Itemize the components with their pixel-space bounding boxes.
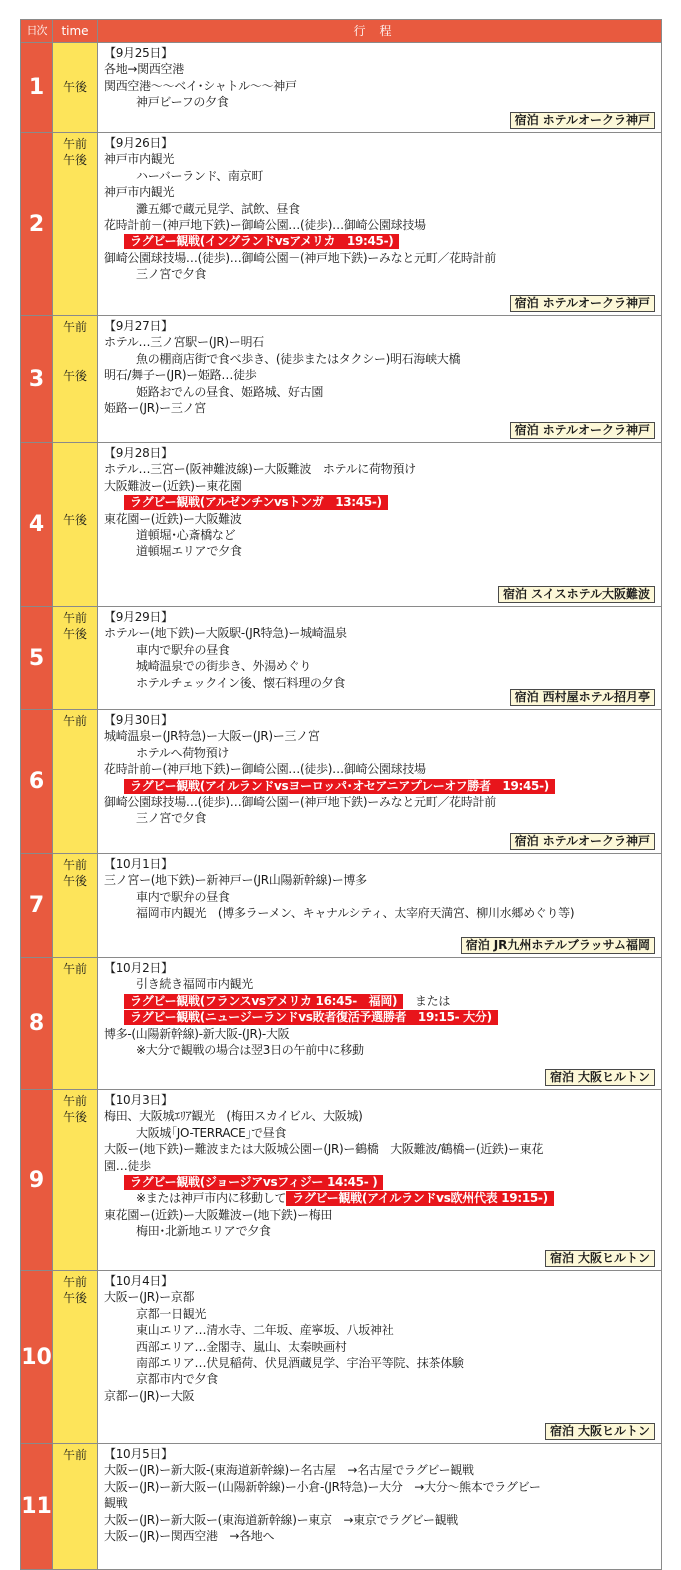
hotel-name: ホテルオークラ神戸	[542, 113, 650, 127]
plan-line: 【9月29日】	[104, 610, 173, 624]
time-label	[53, 62, 97, 78]
plan-line: 京都市内で夕食	[136, 1372, 218, 1387]
day-row	[21, 43, 662, 133]
day-row	[21, 1271, 662, 1444]
day-row	[21, 443, 662, 607]
time-cell	[53, 43, 98, 133]
rugby-match-badge: ラグビー観戦(ニュージーランドvs敗者復活予選勝者 19:15- 大分)	[124, 1010, 498, 1025]
plan-line: 福岡市内観光 (博多ラーメン、キャナルシティ、太宰府天満宮、柳川水郷めぐり等)	[136, 906, 575, 921]
time-label: 午後	[62, 874, 87, 889]
time-label: 午前	[62, 611, 87, 625]
plan-line: 東山エリア…清水寺、二年坂、産寧坂、八坂神社	[136, 1323, 394, 1338]
plan-cell	[98, 316, 662, 443]
plan-cell	[98, 1271, 662, 1444]
day-number: 11	[21, 1444, 53, 1570]
stay-label: 宿泊	[549, 1424, 574, 1438]
itinerary-table	[20, 19, 662, 1570]
plan-line: 京都一日観光	[136, 1306, 207, 1321]
plan-line: 京都ー(JR)ー大阪	[104, 1388, 195, 1403]
plan-line: 姫路おでんの昼食、姫路城、好古園	[136, 384, 324, 399]
plan-line: 各地→関西空港	[104, 62, 184, 77]
time-label	[53, 335, 97, 351]
plan-line: ホテル…三宮ー(阪神難波線)ー大阪難波 ホテルに荷物預け	[104, 462, 416, 477]
plan-note: ※または神戸市内に移動して	[136, 1191, 287, 1206]
time-cell	[53, 133, 98, 316]
plan-line: 道頓堀･心斎橋など	[136, 528, 236, 543]
plan-cell	[98, 443, 662, 607]
day-number: 4	[21, 443, 53, 607]
plan-line: 【9月25日】	[104, 46, 173, 60]
plan-line: 三ノ宮で夕食	[136, 811, 207, 826]
day-row	[21, 854, 662, 958]
time-label: 午後	[62, 153, 87, 168]
time-label: 午前	[62, 858, 87, 872]
plan-line: 灘五郷で蔵元見学、試飲、昼食	[136, 201, 300, 216]
hotel-badge	[510, 112, 655, 129]
time-label	[53, 479, 97, 495]
plan-line: 【10月1日】	[104, 857, 173, 871]
time-label: 午前	[62, 1275, 87, 1289]
time-label	[53, 462, 97, 478]
time-label: 午前	[62, 1094, 87, 1108]
plan-line: ハーバーランド、南京町	[136, 168, 264, 183]
plan-line: 三ノ宮ー(地下鉄)ー新神戸ー(JR山陽新幹線)ー博多	[104, 873, 367, 888]
plan-line: 姫路ー(JR)ー三ノ宮	[104, 401, 206, 416]
plan-line: 大阪ー(JR)ー新大阪ー(山陽新幹線)ー小倉-(JR特急)ー大分 →大分～熊本でラグビー	[104, 1479, 541, 1494]
plan-line: 【9月27日】	[104, 319, 173, 333]
plan-line: 三ノ宮で夕食	[136, 267, 207, 282]
day-number: 5	[21, 607, 53, 710]
plan-line: 東花園ー(近鉄)ー大阪難波ー(地下鉄)ー梅田	[104, 1207, 333, 1222]
plan-line: 大阪難波ー(近鉄)ー東花園	[104, 478, 242, 493]
plan-line: 【10月5日】	[104, 1447, 173, 1461]
plan-line: 車内で駅弁の昼食	[136, 642, 230, 657]
time-label	[53, 446, 97, 462]
time-cell	[53, 443, 98, 607]
day-number: 9	[21, 1090, 53, 1271]
plan-line: 大阪城｢JO-TERRACE｣で昼食	[136, 1125, 287, 1140]
day-row	[21, 1090, 662, 1271]
time-label: 午前	[62, 714, 87, 728]
stay-label: 宿泊	[514, 690, 539, 704]
time-label	[53, 352, 97, 368]
plan-line: 観戦	[104, 1496, 128, 1511]
time-label: 午後	[62, 79, 87, 94]
plan-line: 西部エリア…金閣寺、嵐山、太秦映画村	[136, 1339, 347, 1354]
plan-cell	[98, 1090, 662, 1271]
stay-label: 宿泊	[502, 587, 527, 601]
plan-line: 大阪ー(JR)ー新大阪ー(東海道新幹線)ー東京 →東京でラグビー観戦	[104, 1512, 458, 1527]
day-row	[21, 710, 662, 854]
plan-cell	[98, 854, 662, 958]
plan-line: ホテルへ荷物預け	[136, 745, 230, 760]
plan-line: ホテル…三ノ宮駅ー(JR)ー明石	[104, 335, 264, 350]
stay-label: 宿泊	[549, 1070, 574, 1084]
plan-line: 【10月3日】	[104, 1093, 173, 1107]
plan-line: ※大分で観戦の場合は翌3日の午前中に移動	[136, 1043, 364, 1058]
stay-label: 宿泊	[465, 938, 490, 952]
day-number: 7	[21, 854, 53, 958]
header-plan: 行程	[98, 20, 662, 43]
plan-line: 花時計前－(神戸地下鉄)ー御崎公園…(徒歩)…御崎公園球技場	[104, 218, 426, 233]
header-row	[21, 20, 662, 43]
time-label: 午前	[62, 962, 87, 976]
plan-line: 御崎公園球技場…(徒歩)…御崎公園ー(神戸地下鉄)ーみなと元町／花時計前	[104, 795, 496, 810]
plan-line: 道頓堀エリアで夕食	[136, 544, 242, 559]
hotel-badge	[545, 1069, 655, 1086]
time-label: 午前	[62, 320, 87, 334]
plan-line: 大阪ー(JR)ー京都	[104, 1290, 195, 1305]
hotel-badge	[545, 1423, 655, 1440]
plan-line: 大阪ー(JR)ー関西空港 →各地へ	[104, 1529, 275, 1544]
day-number: 6	[21, 710, 53, 854]
time-label	[53, 46, 97, 62]
hotel-badge	[545, 1250, 655, 1267]
time-label: 午後	[62, 1291, 87, 1306]
hotel-name: ホテルオークラ神戸	[542, 296, 650, 310]
time-label	[53, 495, 97, 511]
rugby-match-badge: ラグビー観戦(アルゼンチンvsトンガ 13:45-)	[124, 495, 388, 510]
time-label: 午後	[62, 627, 87, 642]
plan-line	[104, 233, 657, 249]
stay-label: 宿泊	[514, 423, 539, 437]
time-cell	[53, 316, 98, 443]
time-cell	[53, 710, 98, 854]
plan-line: 【9月26日】	[104, 136, 173, 150]
stay-label: 宿泊	[514, 113, 539, 127]
plan-line	[104, 1190, 657, 1206]
plan-line: 【9月28日】	[104, 446, 173, 460]
day-row	[21, 607, 662, 710]
time-label: 午前	[62, 137, 87, 151]
rugby-match-badge: ラグビー観戦(ジョージアvsフィジー 14:45- )	[124, 1175, 383, 1190]
hotel-name: 大阪ヒルトン	[577, 1070, 650, 1084]
plan-cell	[98, 710, 662, 854]
plan-cell	[98, 958, 662, 1090]
stay-label: 宿泊	[514, 834, 539, 848]
day-number: 3	[21, 316, 53, 443]
plan-line: 東花園ー(近鉄)ー大阪難波	[104, 511, 242, 526]
day-row	[21, 1444, 662, 1570]
plan-line: 明石/舞子ー(JR)ー姫路…徒歩	[104, 368, 257, 383]
plan-line	[104, 778, 657, 794]
plan-line: ホテルチェックイン後、懐石料理の夕食	[136, 675, 346, 690]
plan-line: 引き続き福岡市内観光	[136, 977, 254, 992]
day-row	[21, 133, 662, 316]
header-day: 日次	[21, 20, 53, 43]
plan-cell	[98, 607, 662, 710]
time-cell	[53, 1271, 98, 1444]
hotel-badge	[510, 422, 655, 439]
day-row	[21, 958, 662, 1090]
plan-cell	[98, 1444, 662, 1570]
day-number: 8	[21, 958, 53, 1090]
plan-line: 梅田･北新地エリアで夕食	[136, 1224, 271, 1239]
hotel-name: 西村屋ホテル招月亭	[542, 690, 650, 704]
plan-line: 神戸市内観光	[104, 185, 175, 200]
time-cell	[53, 958, 98, 1090]
plan-line: 【10月2日】	[104, 961, 173, 975]
time-cell	[53, 1444, 98, 1570]
rugby-match-badge: ラグビー観戦(アイルランドvs欧州代表 19:15-)	[286, 1191, 554, 1206]
plan-cell	[98, 43, 662, 133]
plan-note: または	[403, 993, 451, 1008]
time-label: 午前	[62, 1448, 87, 1462]
hotel-name: スイスホテル大阪難波	[530, 587, 650, 601]
time-label: 午後	[62, 369, 87, 384]
plan-line: 城崎温泉での街歩き、外湯めぐり	[136, 659, 312, 674]
day-number: 1	[21, 43, 53, 133]
plan-line: ホテルー(地下鉄)ー大阪駅-(JR特急)ー城崎温泉	[104, 626, 347, 641]
rugby-match-badge: ラグビー観戦(イングランドvsアメリカ 19:45-)	[124, 234, 399, 249]
plan-line: 梅田、大阪城ｴﾘｱ観光 (梅田スカイビル、大阪城)	[104, 1109, 363, 1124]
plan-line: 南部エリア…伏見稲荷、伏見酒蔵見学、宇治平等院、抹茶体験	[136, 1356, 464, 1371]
hotel-badge	[498, 586, 655, 603]
plan-line: 花時計前ー(神戸地下鉄)ー御崎公園…(徒歩)…御崎公園球技場	[104, 762, 426, 777]
plan-line	[104, 494, 657, 510]
plan-line	[104, 1174, 657, 1190]
hotel-name: ホテルオークラ神戸	[542, 834, 650, 848]
plan-line	[104, 993, 657, 1009]
rugby-match-badge: ラグビー観戦(アイルランドvsヨーロッパ･オセアニアプレーオフ勝者 19:45-)	[124, 779, 555, 794]
time-cell	[53, 1090, 98, 1271]
rugby-match-badge: ラグビー観戦(フランスvsアメリカ 16:45- 福岡)	[124, 994, 403, 1009]
plan-line: 博多-(山陽新幹線)-新大阪-(JR)-大阪	[104, 1026, 290, 1041]
day-row	[21, 316, 662, 443]
plan-line: 城崎温泉ー(JR特急)ー大阪ー(JR)ー三ノ宮	[104, 729, 320, 744]
plan-line: 魚の棚商店街で食べ歩き、(徒歩またはタクシー)明石海峡大橋	[136, 351, 461, 366]
time-label: 午後	[62, 512, 87, 527]
time-cell	[53, 854, 98, 958]
hotel-name: ホテルオークラ神戸	[542, 423, 650, 437]
hotel-badge	[510, 833, 655, 850]
day-number: 2	[21, 133, 53, 316]
plan-line: 大阪ー(JR)ー新大阪-(東海道新幹線)ー名古屋 →名古屋でラグビー観戦	[104, 1463, 474, 1478]
hotel-badge	[510, 295, 655, 312]
plan-line: 園…徒歩	[104, 1158, 151, 1173]
hotel-badge	[461, 937, 655, 954]
time-cell	[53, 607, 98, 710]
plan-line: 関西空港～～ベイ･シャトル～～神戸	[104, 78, 297, 93]
time-label: 午後	[62, 1110, 87, 1125]
plan-line: 【9月30日】	[104, 713, 173, 727]
hotel-name: 大阪ヒルトン	[577, 1251, 650, 1265]
day-number: 10	[21, 1271, 53, 1444]
hotel-badge	[510, 689, 655, 706]
stay-label: 宿泊	[514, 296, 539, 310]
plan-line: 大阪ー(地下鉄)ー難波または大阪城公園ー(JR)ー鶴橋 大阪難波/鶴橋ー(近鉄)ー東花	[104, 1142, 544, 1157]
stay-label: 宿泊	[549, 1251, 574, 1265]
plan-line: 神戸ビーフの夕食	[136, 95, 229, 110]
plan-line: 車内で駅弁の昼食	[136, 889, 230, 904]
hotel-name: JR九州ホテルブラッサム福岡	[493, 938, 650, 952]
plan-cell	[98, 133, 662, 316]
plan-line: 神戸市内観光	[104, 152, 175, 167]
hotel-name: 大阪ヒルトン	[577, 1424, 650, 1438]
header-time: time	[53, 20, 98, 43]
plan-line	[104, 1009, 657, 1025]
plan-line: 御崎公園球技場…(徒歩)…御崎公園－(神戸地下鉄)ーみなと元町／花時計前	[104, 250, 496, 265]
plan-line: 【10月4日】	[104, 1274, 173, 1288]
